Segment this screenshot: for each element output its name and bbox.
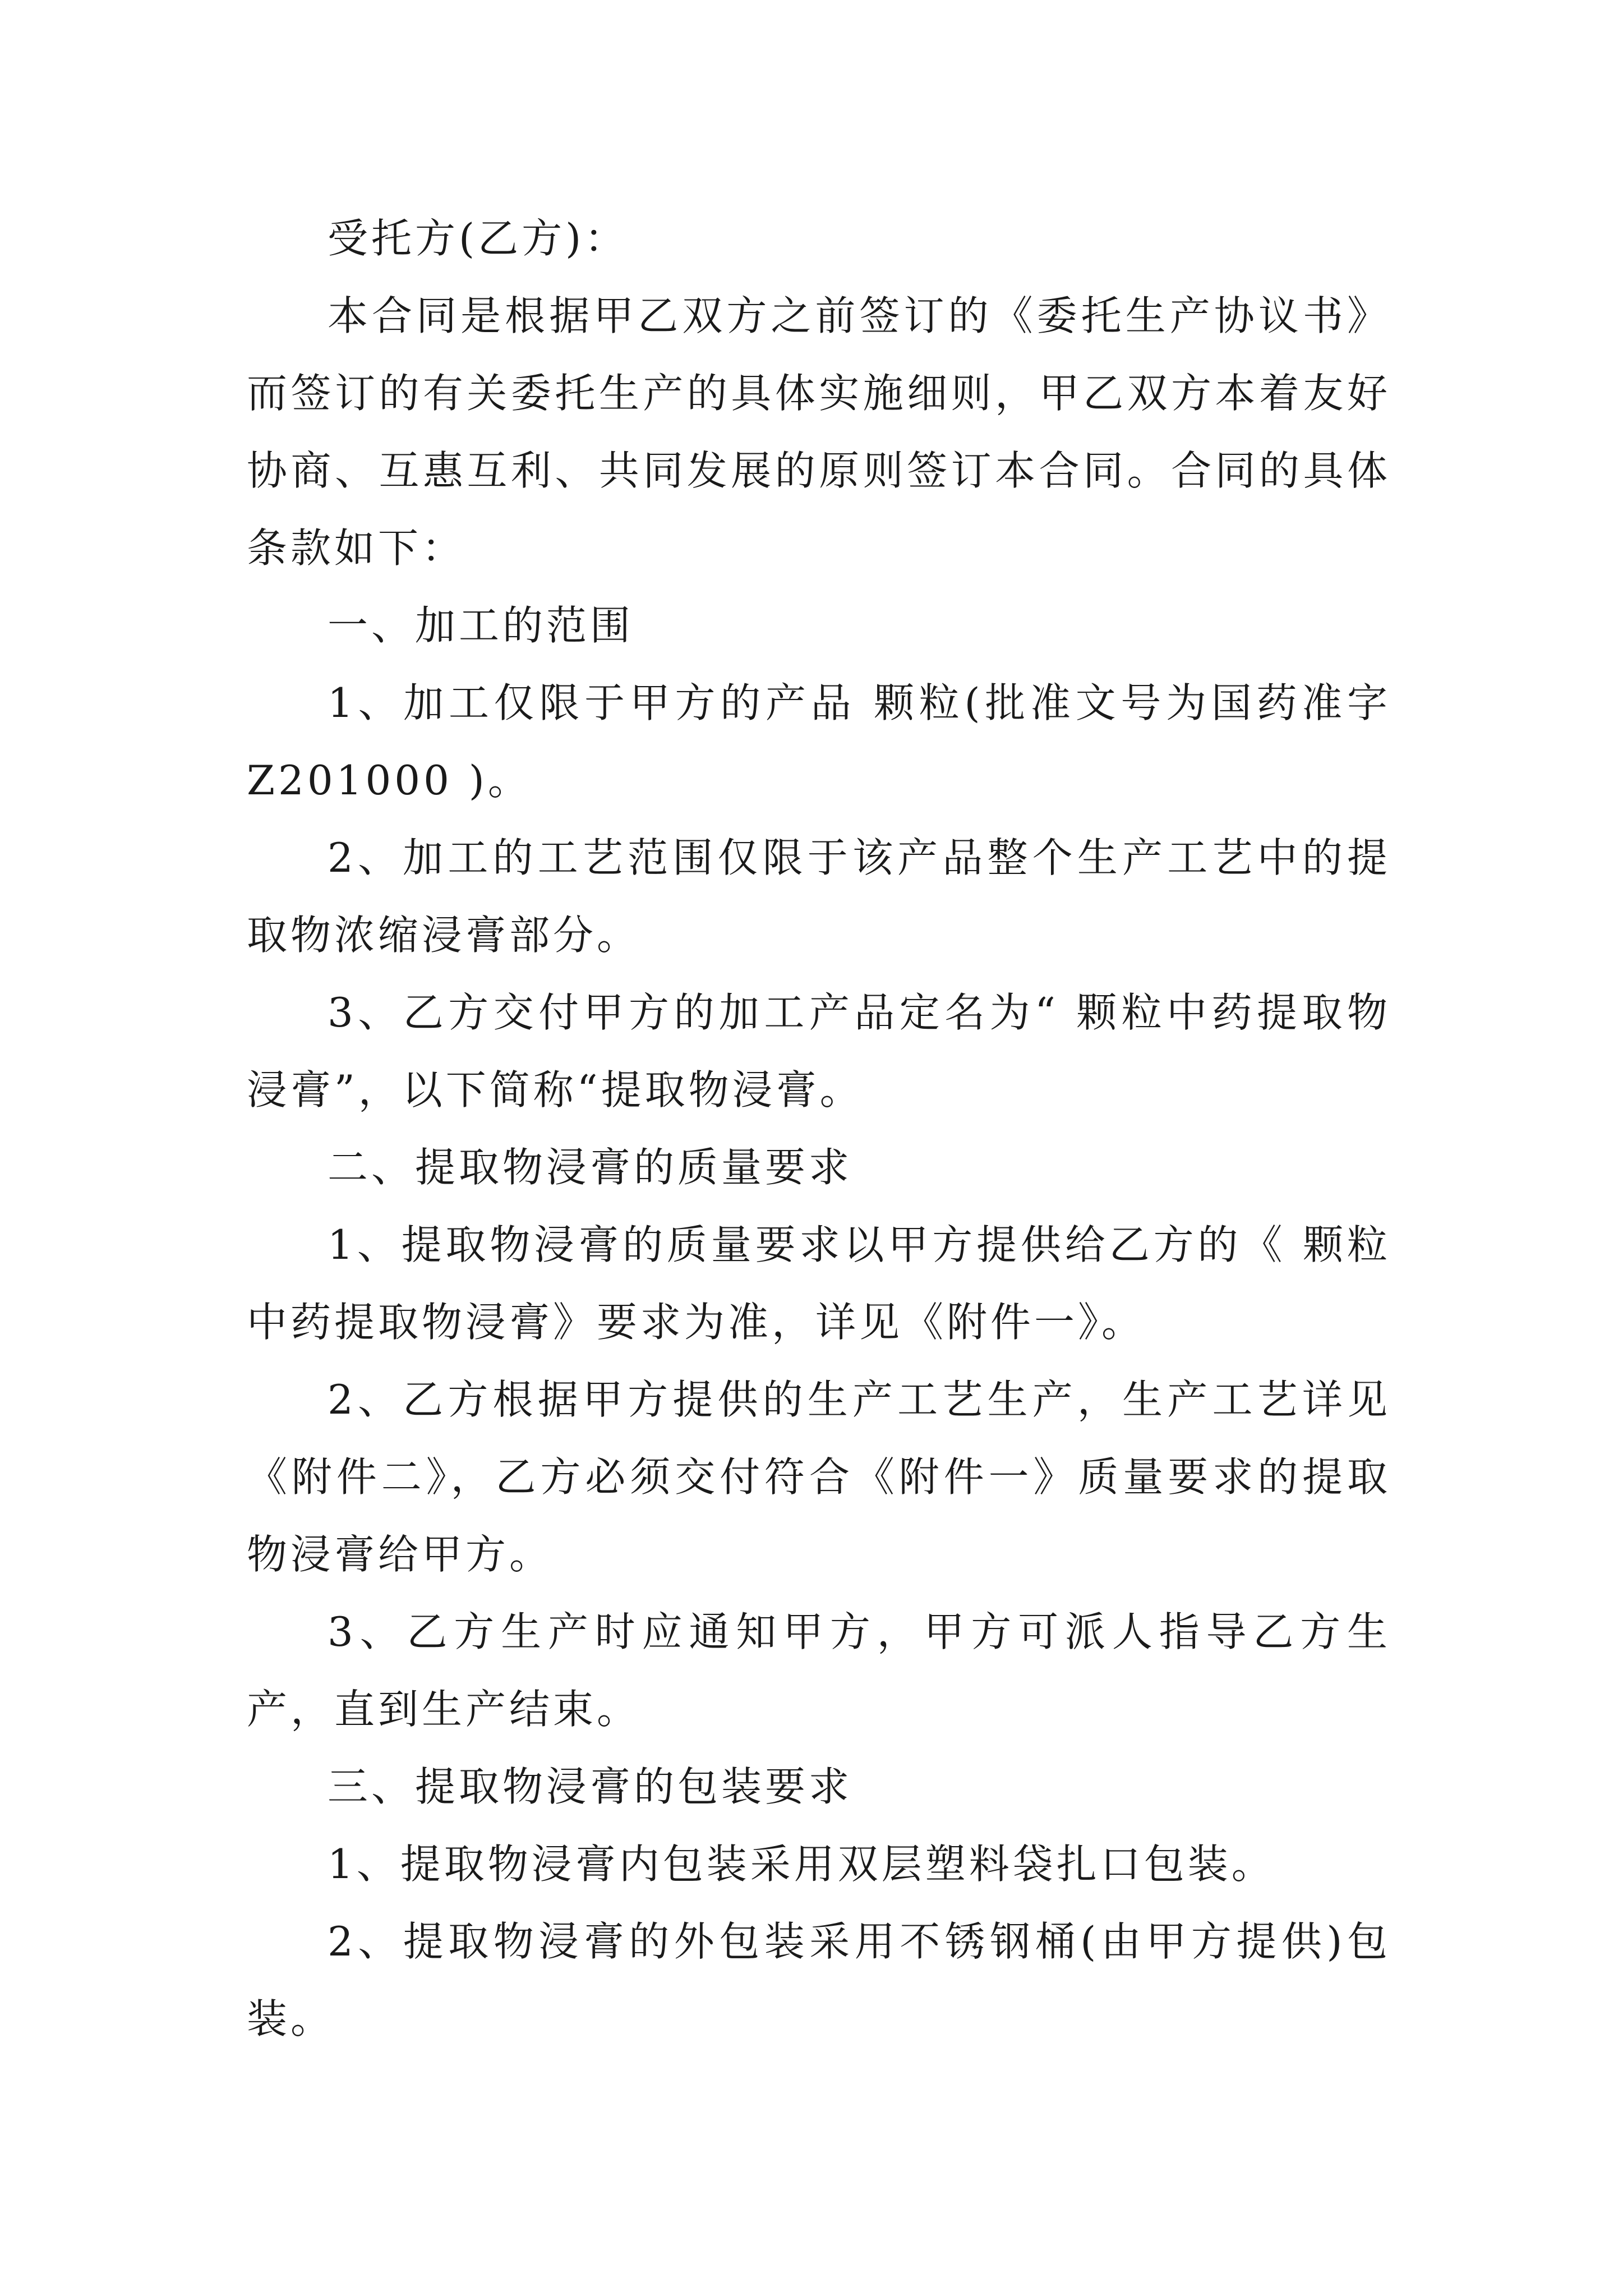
paragraph-scope-1: 1、加工仅限于甲方的产品 颗粒(批准文号为国药准字Z201000 )。 — [247, 679, 1391, 804]
section-heading-scope: 一、加工的范围 — [328, 602, 634, 649]
document-body — [247, 200, 1391, 2058]
paragraph-trustee: 受托方(乙方)： — [328, 215, 629, 262]
paragraph-quality-3: 3、乙方生产时应通知甲方，甲方可派人指导乙方生产，直到生产结束。 — [247, 1608, 1391, 1733]
paragraph-packaging-1: 1、提取物浸膏内包装采用双层塑料袋扎口包装。 — [328, 1841, 1275, 1888]
paragraph-packaging-2: 2、提取物浸膏的外包装采用不锈钢桶(由甲方提供)包装。 — [247, 1918, 1391, 2042]
paragraph-quality-1: 1、提取物浸膏的质量要求以甲方提供给乙方的《 颗粒中药提取物浸膏》要求为准，详见《附件一》。 — [247, 1221, 1391, 1346]
section-heading-packaging: 三、提取物浸膏的包装要求 — [328, 1763, 853, 1810]
paragraph-scope-2: 2、加工的工艺范围仅限于该产品整个生产工艺中的提取物浓缩浸膏部分。 — [247, 834, 1391, 959]
paragraph-intro: 本合同是根据甲乙双方之前签订的《委托生产协议书》而签订的有关委托生产的具体实施细则，甲乙双方本着友好协商、互惠互利、共同发展的原则签订本合同。合同的具体条款如下： — [247, 292, 1391, 572]
paragraph-scope-3: 3、乙方交付甲方的加工产品定名为“ 颗粒中药提取物浸膏”，以下简称“提取物浸膏。 — [247, 989, 1391, 1114]
section-heading-quality: 二、提取物浸膏的质量要求 — [328, 1144, 853, 1191]
paragraph-quality-2: 2、乙方根据甲方提供的生产工艺生产，生产工艺详见《附件二》，乙方必须交付符合《附件一》质量要求的提取物浸膏给甲方。 — [247, 1376, 1391, 1578]
